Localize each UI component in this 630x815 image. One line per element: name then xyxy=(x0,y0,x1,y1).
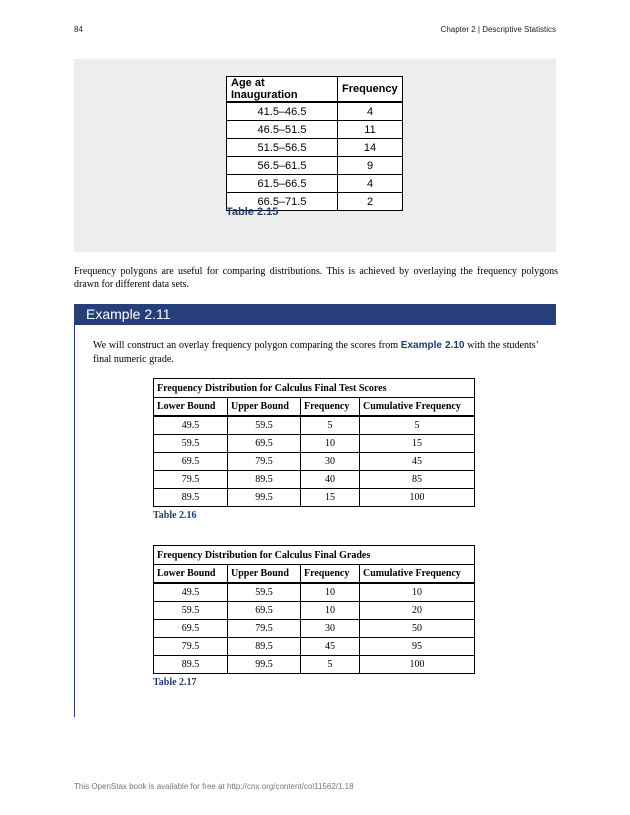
page-number: 84 xyxy=(74,25,83,34)
table-row xyxy=(154,453,475,471)
table-cell: 15 xyxy=(301,489,360,507)
table-cell: 56.5–61.5 xyxy=(227,157,338,175)
table-cell: 41.5–46.5 xyxy=(227,102,338,121)
table-header-cell: Frequency xyxy=(301,398,360,417)
table-cell: 10 xyxy=(360,583,475,602)
table-cell: 15 xyxy=(360,435,475,453)
table-2-16-caption: Table 2.16 xyxy=(153,510,197,521)
table-cell: 95 xyxy=(360,638,475,656)
table-cell: 45 xyxy=(360,453,475,471)
table-cell: 61.5–66.5 xyxy=(227,175,338,193)
table-cell: 51.5–56.5 xyxy=(227,139,338,157)
table-cell: 89.5 xyxy=(154,489,228,507)
table-cell: 89.5 xyxy=(228,471,301,489)
table-title: Frequency Distribution for Calculus Final Test Scores xyxy=(154,379,475,398)
table-cell: 30 xyxy=(301,620,360,638)
table-cell: 10 xyxy=(301,583,360,602)
example-text-start: We will construct an overlay frequency polygon comparing the scores from xyxy=(93,340,401,351)
table-header-cell: Lower Bound xyxy=(154,398,228,417)
table-row xyxy=(227,102,403,121)
table-row xyxy=(154,416,475,435)
table-row xyxy=(154,471,475,489)
table-cell: 10 xyxy=(301,435,360,453)
table-cell: 79.5 xyxy=(228,620,301,638)
table-cell: 30 xyxy=(301,453,360,471)
table-cell: 49.5 xyxy=(154,416,228,435)
body-paragraph: Frequency polygons are useful for comparing distributions. This is achieved by overlaying the frequency polygons drawn for different data sets. xyxy=(74,266,558,290)
table-row xyxy=(154,435,475,453)
example-2-10-link[interactable]: Example 2.10 xyxy=(400,340,465,351)
table-cell: 10 xyxy=(301,602,360,620)
table-cell: 4 xyxy=(338,102,403,121)
table-cell: 11 xyxy=(338,121,403,139)
table-row xyxy=(154,638,475,656)
table-cell: 59.5 xyxy=(154,602,228,620)
table-row xyxy=(227,175,403,193)
table-cell: 79.5 xyxy=(154,638,228,656)
table-cell: 14 xyxy=(338,139,403,157)
table-header-cell: Upper Bound xyxy=(228,565,301,584)
table-cell: 69.5 xyxy=(154,620,228,638)
table-cell: 45 xyxy=(301,638,360,656)
table-cell: 5 xyxy=(301,656,360,674)
example-title: Example 2.11 xyxy=(74,304,556,325)
table-header-cell: Cumulative Frequency xyxy=(360,398,475,417)
table-header-cell: Frequency xyxy=(301,565,360,584)
table-row xyxy=(154,583,475,602)
table-cell: 5 xyxy=(360,416,475,435)
table-cell: 69.5 xyxy=(228,602,301,620)
table-cell: 49.5 xyxy=(154,583,228,602)
table-cell: 20 xyxy=(360,602,475,620)
table-2-17-caption: Table 2.17 xyxy=(153,677,197,688)
table-cell: 69.5 xyxy=(154,453,228,471)
table-header-cell: Lower Bound xyxy=(154,565,228,584)
table-cell: 99.5 xyxy=(228,656,301,674)
table-cell: 89.5 xyxy=(154,656,228,674)
table-header-cell: Frequency xyxy=(338,77,403,103)
table-row xyxy=(227,139,403,157)
table-cell: 89.5 xyxy=(228,638,301,656)
table-2-16 xyxy=(153,378,475,507)
table-header-cell: Age at Inauguration xyxy=(227,77,338,103)
table-cell: 59.5 xyxy=(154,435,228,453)
table-title: Frequency Distribution for Calculus Final Grades xyxy=(154,546,475,565)
table-cell: 59.5 xyxy=(228,416,301,435)
table-cell: 59.5 xyxy=(228,583,301,602)
example-text xyxy=(93,339,539,367)
table-cell: 50 xyxy=(360,620,475,638)
table-2-15 xyxy=(226,76,403,211)
table-cell: 46.5–51.5 xyxy=(227,121,338,139)
table-row xyxy=(154,602,475,620)
table-row xyxy=(154,489,475,507)
table-cell: 9 xyxy=(338,157,403,175)
table-cell: 69.5 xyxy=(228,435,301,453)
table-cell: 85 xyxy=(360,471,475,489)
table-cell: 40 xyxy=(301,471,360,489)
table-cell: 66.5–71.5 xyxy=(227,193,338,211)
table-cell: 2 xyxy=(338,193,403,211)
table-row xyxy=(227,157,403,175)
table-cell: 4 xyxy=(338,175,403,193)
table-row xyxy=(154,656,475,674)
example-text-end: with the students’ final numeric grade. xyxy=(93,340,540,365)
table-2-17 xyxy=(153,545,475,674)
table-cell: 99.5 xyxy=(228,489,301,507)
table-cell: 79.5 xyxy=(228,453,301,471)
table-row xyxy=(154,620,475,638)
page-footer: This OpenStax book is available for free at http://cnx.org/content/col11562/1.18 xyxy=(74,782,354,791)
table-header-cell: Cumulative Frequency xyxy=(360,565,475,584)
table-cell: 5 xyxy=(301,416,360,435)
example-side-rule xyxy=(74,325,75,717)
table-2-15-caption: Table 2.15 xyxy=(226,206,279,218)
table-header-cell: Upper Bound xyxy=(228,398,301,417)
table-row xyxy=(227,121,403,139)
table-cell: 100 xyxy=(360,489,475,507)
chapter-title: Chapter 2 | Descriptive Statistics xyxy=(440,25,556,34)
table-cell: 100 xyxy=(360,656,475,674)
table-cell: 79.5 xyxy=(154,471,228,489)
